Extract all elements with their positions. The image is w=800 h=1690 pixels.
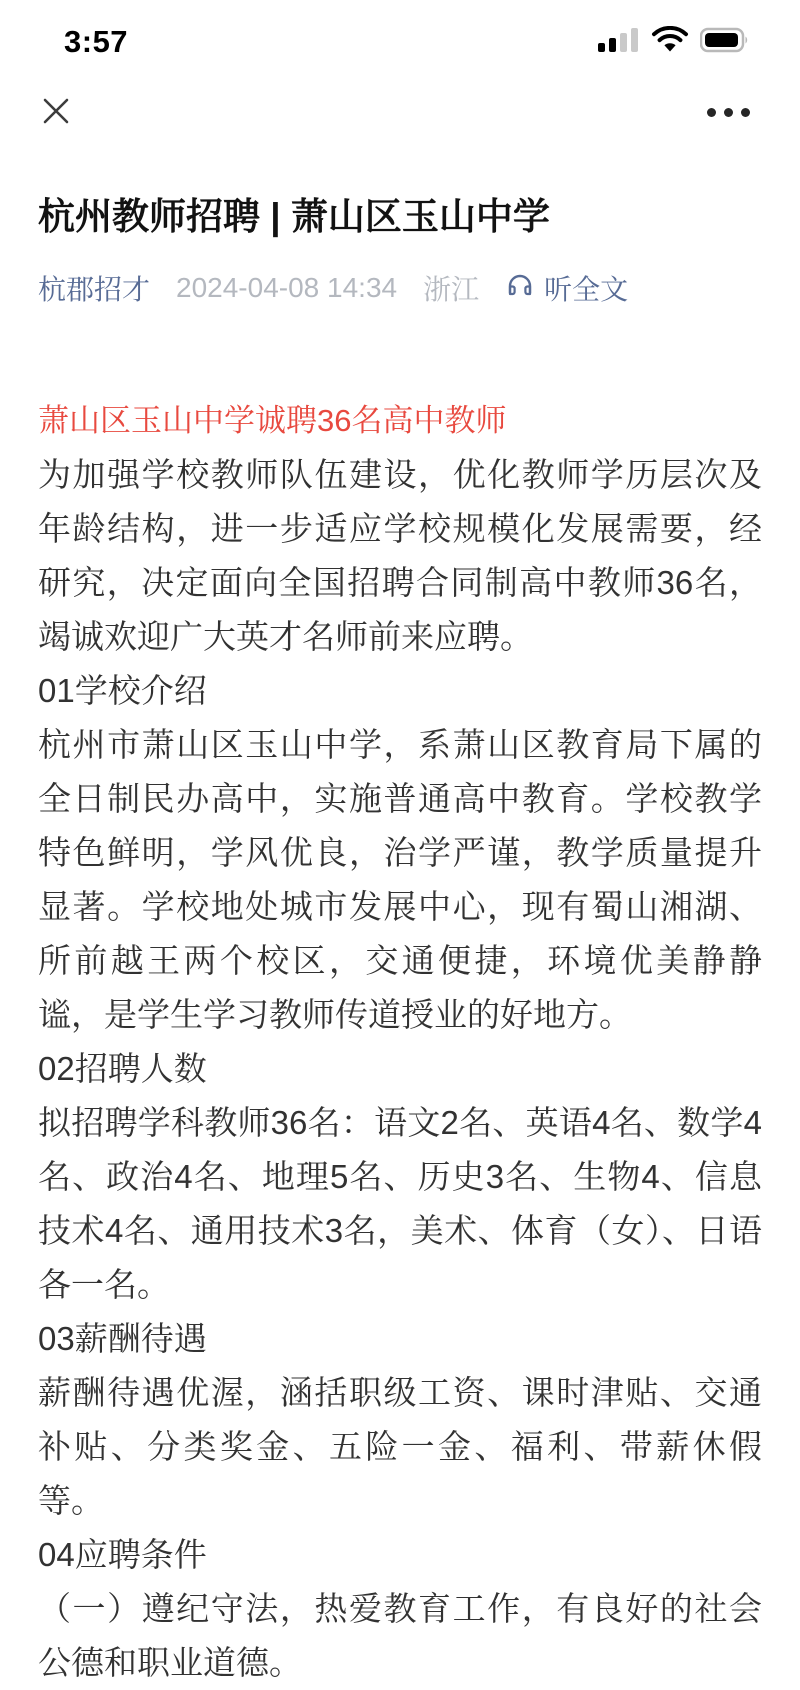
paragraph: 薪酬待遇优渥，涵括职级工资、课时津贴、交通补贴、分类奖金、五险一金、福利、带薪休假等。 bbox=[38, 1374, 762, 1519]
section-heading-02: 02招聘人数 bbox=[38, 1050, 207, 1087]
listen-button[interactable] bbox=[505, 268, 628, 308]
cellular-signal-icon bbox=[598, 26, 640, 59]
wifi-icon bbox=[651, 26, 689, 59]
more-dots-icon bbox=[707, 108, 750, 117]
headphones-icon bbox=[505, 270, 535, 307]
article-content bbox=[38, 394, 762, 1690]
status-bar bbox=[0, 0, 800, 66]
more-button[interactable] bbox=[707, 108, 750, 117]
publish-date: 2024-04-08 14:34 bbox=[176, 272, 398, 303]
paragraph: 杭州市萧山区玉山中学，系萧山区教育局下属的全日制民办高中，实施普通高中教育。学校教学特色鲜明，学风优良，治学严谨，教学质量提升显著。学校地处城市发展中心，现有蜀山湘湖、所前越王两个校区，交通便捷，环境优美静静谧，是学生学习教师传道授业的好地方。 bbox=[38, 726, 762, 1033]
author-link[interactable]: 杭郡招才 bbox=[38, 274, 151, 305]
close-icon bbox=[40, 95, 72, 130]
publish-region: 浙江 bbox=[423, 274, 480, 305]
nav-bar bbox=[0, 90, 800, 134]
byline bbox=[38, 268, 762, 308]
paragraph: （一）遵纪守法，热爱教育工作，有良好的社会公德和职业道德。 bbox=[38, 1590, 762, 1681]
section-heading-04: 04应聘条件 bbox=[38, 1536, 207, 1573]
section-heading-03: 03薪酬待遇 bbox=[38, 1320, 207, 1357]
article bbox=[0, 194, 800, 1690]
paragraph: 拟招聘学科教师36名：语文2名、英语4名、数学4名、政治4名、地理5名、历史3名、生物4、信息技术4名、通用技术3名，美术、体育（女）、日语各一名。 bbox=[38, 1104, 762, 1303]
status-time: 3:57 bbox=[64, 24, 129, 59]
paragraph: 为加强学校教师队伍建设，优化教师学历层次及年龄结构，进一步适应学校规模化发展需要，经研究，决定面向全国招聘合同制高中教师36名，竭诚欢迎广大英才名师前来应聘。 bbox=[38, 456, 762, 655]
article-title: 杭州教师招聘 | 萧山区玉山中学 bbox=[38, 196, 550, 237]
section-heading-01: 01学校介绍 bbox=[38, 672, 207, 709]
close-button[interactable] bbox=[40, 95, 72, 130]
lead-heading: 萧山区玉山中学诚聘36名高中教师 bbox=[38, 403, 507, 438]
status-icons bbox=[598, 26, 750, 59]
listen-label: 听全文 bbox=[544, 274, 629, 305]
battery-icon bbox=[700, 26, 750, 59]
